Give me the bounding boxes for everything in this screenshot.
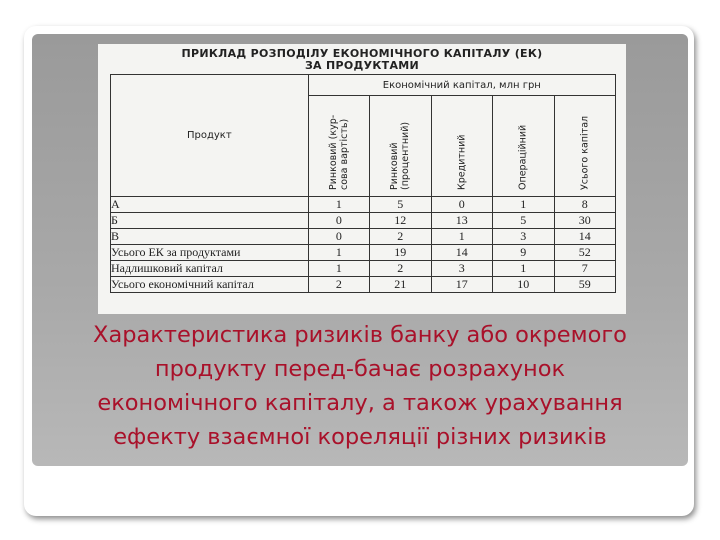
table-cell: 7 [554, 261, 616, 277]
table-cell: 2 [308, 277, 369, 293]
table-row [111, 277, 616, 293]
table-cell: 52 [554, 245, 616, 261]
table-row [111, 197, 616, 213]
table-row [111, 229, 616, 245]
table-cell: 14 [431, 245, 492, 261]
economic-capital-table [110, 74, 616, 293]
table-cell: 2 [370, 229, 431, 245]
column-header: Усього капітал [554, 96, 616, 197]
table-cell: 5 [370, 197, 431, 213]
table-cell: 2 [370, 261, 431, 277]
table-cell: 1 [308, 245, 369, 261]
row-label: В [111, 229, 309, 245]
column-header: Ринковий (процентний) [370, 96, 431, 197]
row-label: Надлишковий капітал [111, 261, 309, 277]
table-cell: 0 [431, 197, 492, 213]
row-label: А [111, 197, 309, 213]
table-row [111, 261, 616, 277]
table-cell: 21 [370, 277, 431, 293]
table-cell: 30 [554, 213, 616, 229]
column-header: Кредитний [431, 96, 492, 197]
table-cell: 1 [308, 197, 369, 213]
caption-line: ефекту взаємної кореляції різних ризиків [113, 424, 607, 450]
column-header: Операційний [493, 96, 554, 197]
table-title-line1: ПРИКЛАД РОЗПОДІЛУ ЕКОНОМІЧНОГО КАПІТАЛУ (ЕК) [181, 47, 543, 60]
scanned-table-image [98, 44, 626, 314]
slide-caption [36, 318, 684, 454]
table-row [111, 245, 616, 261]
table-cell: 12 [370, 213, 431, 229]
table-cell: 19 [370, 245, 431, 261]
caption-line: продукту перед-бачає розрахунок [154, 356, 566, 382]
table-cell: 1 [308, 261, 369, 277]
table-title-line2: ЗА ПРОДУКТАМИ [304, 59, 420, 72]
table-cell: 59 [554, 277, 616, 293]
row-label: Усього ЕК за продуктами [111, 245, 309, 261]
table-cell: 1 [431, 229, 492, 245]
row-label: Б [111, 213, 309, 229]
table-cell: 14 [554, 229, 616, 245]
table-cell: 10 [493, 277, 554, 293]
column-header: Ринковий (кур- сова вартість) [308, 96, 369, 197]
table-cell: 17 [431, 277, 492, 293]
table-row [111, 213, 616, 229]
table-cell: 13 [431, 213, 492, 229]
table-cell: 1 [493, 197, 554, 213]
table-cell: 5 [493, 213, 554, 229]
caption-line: економічного капіталу, а також урахування [97, 390, 623, 416]
group-header: Економічний капітал, млн грн [308, 75, 615, 96]
caption-line: Характеристика ризиків банку або окремого [93, 322, 627, 348]
table-cell: 3 [493, 229, 554, 245]
table-cell: 0 [308, 213, 369, 229]
table-cell: 3 [431, 261, 492, 277]
table-cell: 9 [493, 245, 554, 261]
product-header: Продукт [111, 75, 309, 197]
table-cell: 8 [554, 197, 616, 213]
table-cell: 0 [308, 229, 369, 245]
table-cell: 1 [493, 261, 554, 277]
row-label: Усього економічний капітал [111, 277, 309, 293]
